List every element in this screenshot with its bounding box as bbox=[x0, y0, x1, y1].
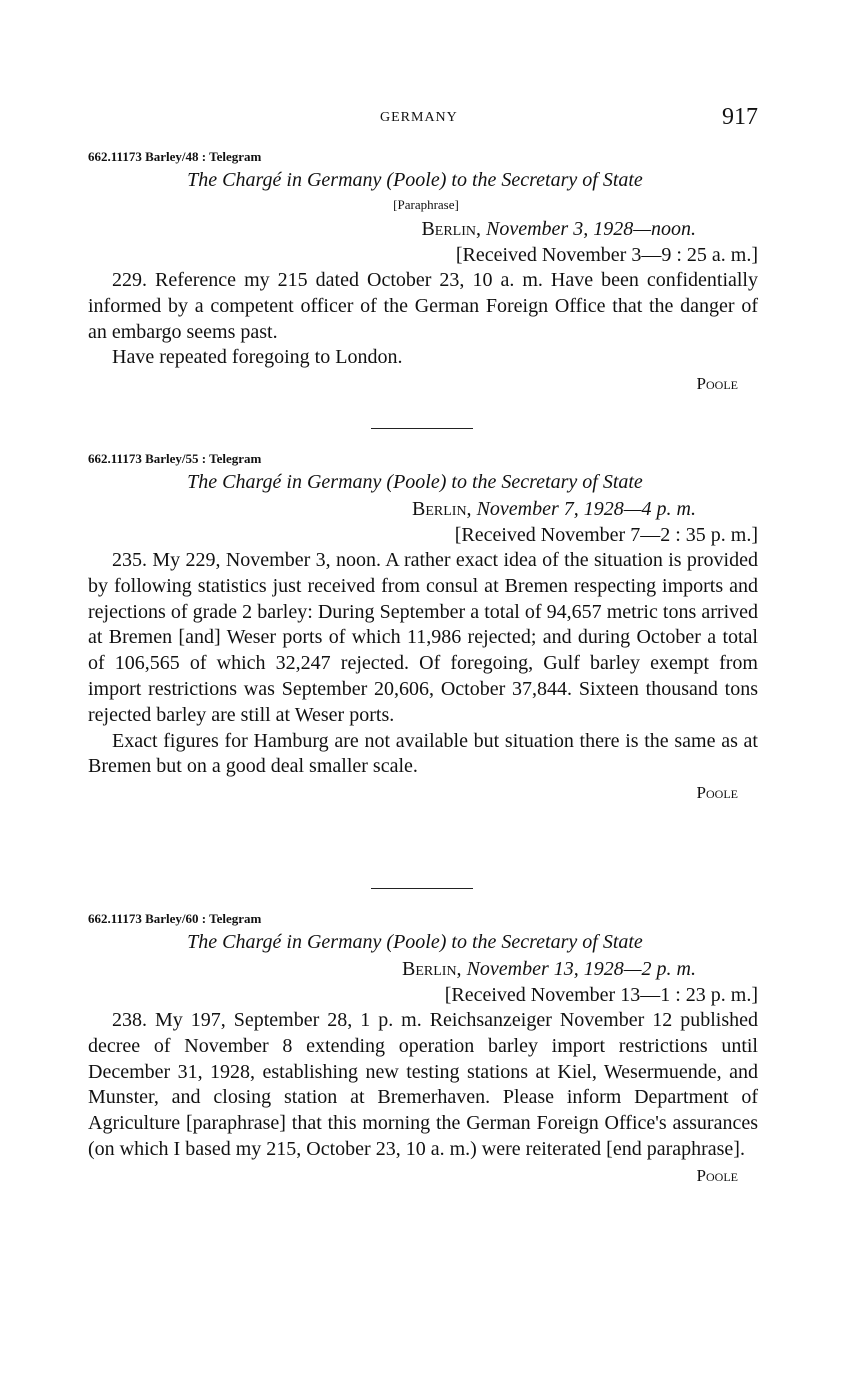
signature: Poole bbox=[696, 1165, 738, 1185]
file-reference: 662.11173 Barley/60 : Telegram bbox=[88, 911, 262, 926]
telegram-block bbox=[88, 910, 758, 1189]
body-paragraph: 238. My 197, September 28, 1 p. m. Reichsanzeiger November 12 published decree of November 8 extending operation barley import restrictions until December 31, 1928, establishing new testing stations at Kiel, Wesermuende, and Munster, and closing station at Bremerhaven. Please inform Department of Agriculture [paraphrase] that this morning the German Foreign Office's assurances (on which I based my 215, October 23, 10 a. m.) were reiterated [end paraphrase]. bbox=[88, 1009, 758, 1160]
running-title: GERMANY bbox=[380, 110, 458, 125]
paraphrase-tag: [Paraphrase] bbox=[393, 197, 459, 212]
section-divider bbox=[371, 428, 473, 429]
telegram-title: The Chargé in Germany (Poole) to the Secretary of State bbox=[187, 471, 643, 493]
dateline-place: Berlin, bbox=[412, 498, 472, 520]
dateline-place: Berlin, bbox=[421, 218, 482, 240]
dateline-date: November 7, 1928—4 p. m. bbox=[476, 498, 696, 520]
dateline bbox=[88, 956, 758, 982]
page-number: 917 bbox=[722, 104, 758, 130]
signature: Poole bbox=[696, 783, 738, 803]
body-paragraph: Exact figures for Hamburg are not available but situation there is the same as at Bremen but on a good deal smaller scale. bbox=[88, 729, 758, 778]
telegram-block bbox=[88, 450, 758, 806]
running-head bbox=[0, 104, 857, 134]
body-paragraph: 229. Reference my 215 dated October 23, 10 a. m. Have been confidentially informed by a competent officer of the German Foreign Office that the danger of an embargo seems past. bbox=[88, 269, 758, 343]
body-paragraph: Have repeated foregoing to London. bbox=[112, 346, 403, 369]
dateline-date: November 3, 1928—noon. bbox=[486, 218, 696, 240]
signature: Poole bbox=[696, 374, 738, 394]
dateline bbox=[88, 216, 758, 242]
section-divider bbox=[371, 888, 473, 889]
file-reference: 662.11173 Barley/48 : Telegram bbox=[88, 149, 262, 164]
body-paragraph: 235. My 229, November 3, noon. A rather exact idea of the situation is provided by following statistics just received from consul at Bremen respecting imports and rejections of grade 2 barley: During September a total of 94,657 metric tons arrived at Bremen [and] Weser ports of which 11,986 rejected; and during October a total of 106,565 of which 32,247 rejected. Of foregoing, Gulf barley exempt from import restrictions was September 20,606, October 37,844. Sixteen thousand tons rejected barley are still at Weser ports. bbox=[88, 549, 758, 726]
dateline-date: November 13, 1928—2 p. m. bbox=[466, 958, 696, 980]
dateline-place: Berlin, bbox=[402, 958, 462, 980]
telegram-block bbox=[88, 148, 758, 397]
telegram-title: The Chargé in Germany (Poole) to the Secretary of State bbox=[187, 931, 643, 953]
telegram-title: The Chargé in Germany (Poole) to the Secretary of State bbox=[187, 169, 643, 191]
received-line: [Received November 7—2 : 35 p. m.] bbox=[454, 524, 758, 546]
dateline bbox=[88, 496, 758, 522]
received-line: [Received November 13—1 : 23 p. m.] bbox=[444, 984, 758, 1006]
received-line: [Received November 3—9 : 25 a. m.] bbox=[455, 244, 758, 266]
file-reference: 662.11173 Barley/55 : Telegram bbox=[88, 451, 262, 466]
